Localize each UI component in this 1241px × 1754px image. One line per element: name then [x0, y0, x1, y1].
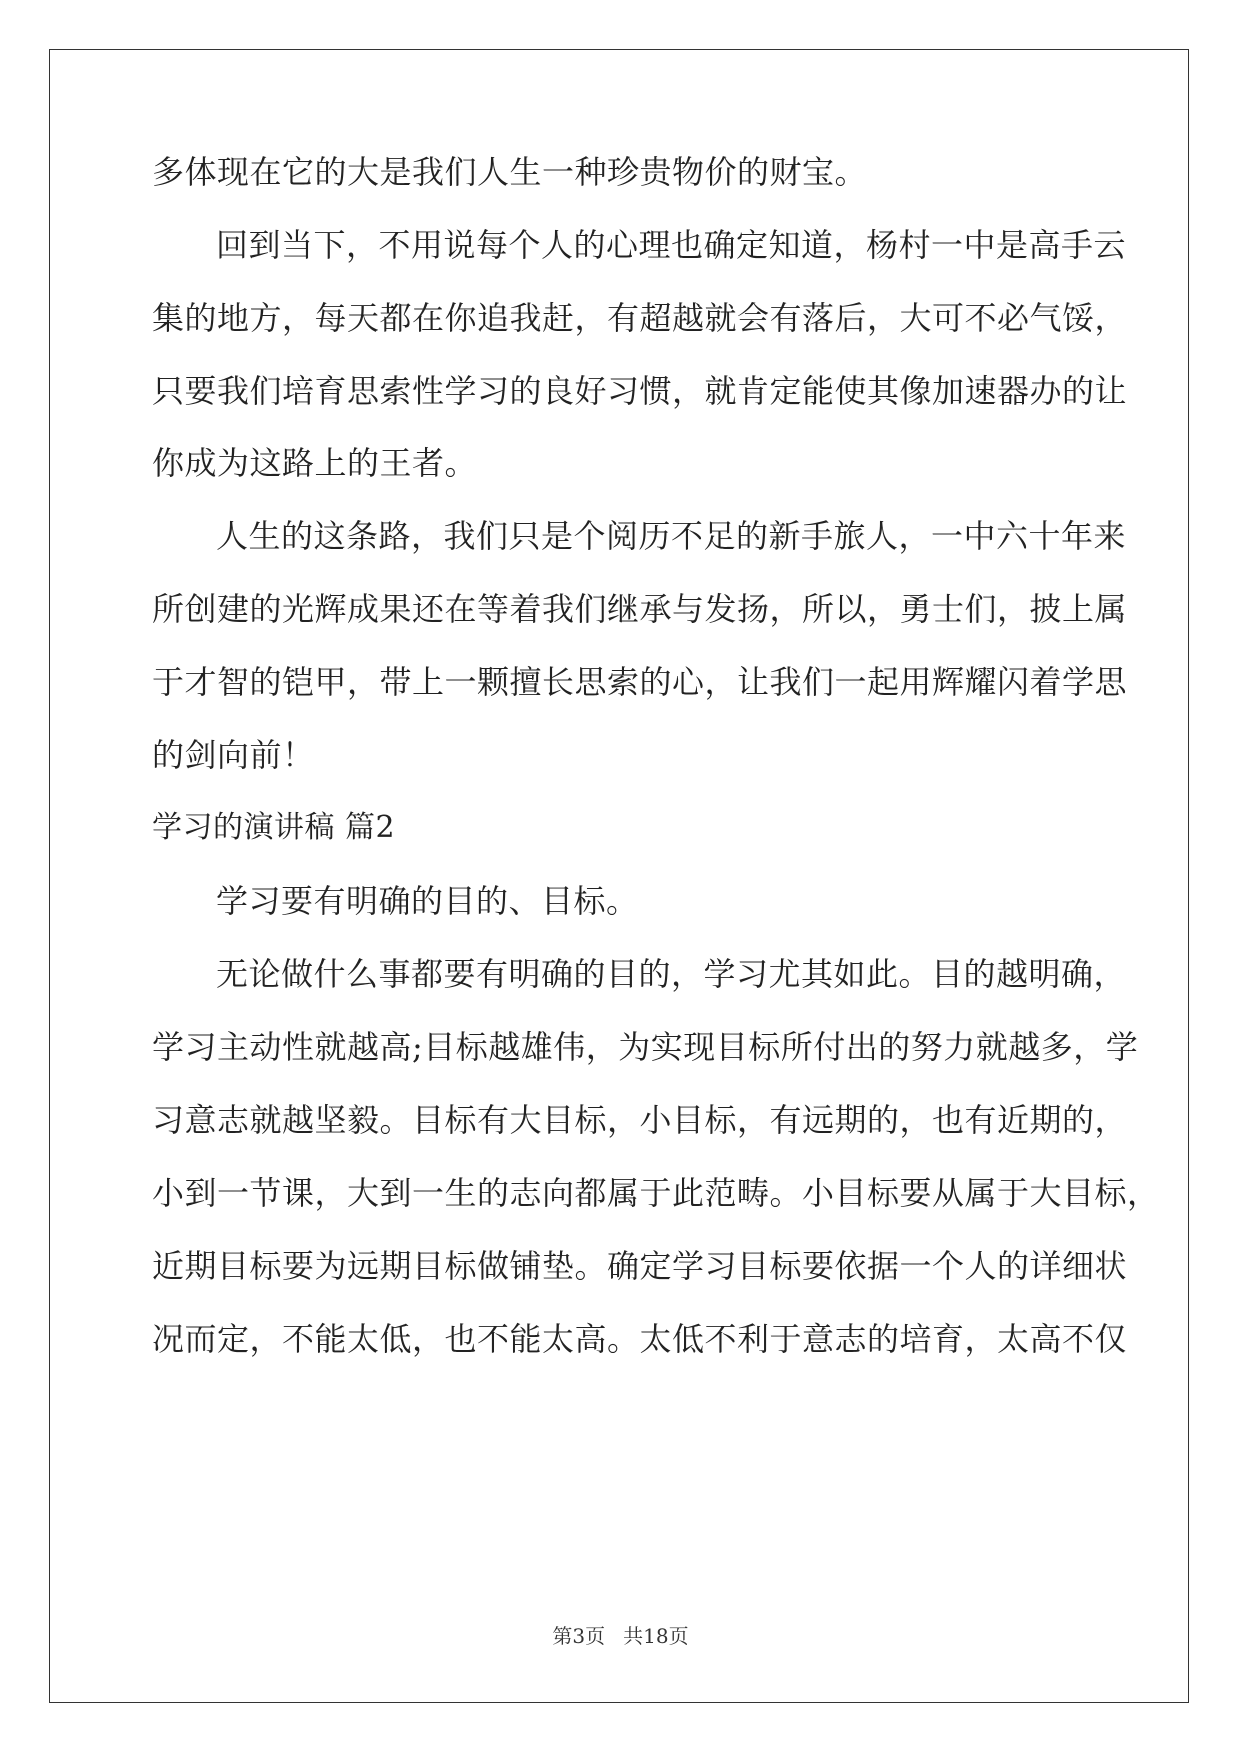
- section-heading: 学习的演讲稿 篇2: [152, 810, 396, 845]
- page-footer: [0, 1624, 1241, 1648]
- paragraph-2-line-2: 集的地方，每天都在你追我赶，有超越就会有落后，大可不必气馁，: [152, 299, 1128, 337]
- paragraph-3-line-4: 的剑向前！: [152, 736, 315, 774]
- paragraph-2-line-4: 你成为这路上的王者。: [152, 444, 478, 482]
- section-paragraph-2-line-6: 况而定，不能太低，也不能太高。太低不利于意志的培育，太高不仅: [152, 1320, 1128, 1358]
- section-paragraph-2-line-1: 无论做什么事都要有明确的目的，学习尤其如此。目的越明确，: [216, 955, 1127, 993]
- section-paragraph-2-line-5: 近期目标要为远期目标做铺垫。确定学习目标要依据一个人的详细状: [152, 1247, 1128, 1285]
- paragraph-3-line-3: 于才智的铠甲，带上一颗擅长思索的心，让我们一起用辉耀闪着学思: [152, 663, 1128, 701]
- paragraph-3-line-2: 所创建的光辉成果还在等着我们继承与发扬，所以，勇士们，披上属: [152, 590, 1128, 628]
- section-paragraph-1-line-1: 学习要有明确的目的、目标。: [216, 882, 639, 920]
- section-paragraph-2-line-2: 学习主动性就越高;目标越雄伟，为实现目标所付出的努力就越多，学: [152, 1028, 1139, 1066]
- section-paragraph-2-line-4: 小到一节课，大到一生的志向都属于此范畴。小目标要从属于大目标，: [152, 1174, 1160, 1212]
- section-paragraph-2-line-3: 习意志就越坚毅。目标有大目标，小目标，有远期的，也有近期的，: [152, 1101, 1128, 1139]
- paragraph-2-line-1: 回到当下，不用说每个人的心理也确定知道，杨村一中是高手云: [216, 226, 1127, 264]
- page-number: 第3页: [552, 1624, 606, 1648]
- paragraph-3-line-1: 人生的这条路，我们只是个阅历不足的新手旅人，一中六十年来: [216, 517, 1127, 555]
- paragraph-1-line-1: 多体现在它的大是我们人生一种珍贵物价的财宝。: [152, 153, 868, 191]
- paragraph-2-line-3: 只要我们培育思索性学习的良好习惯，就肯定能使其像加速器办的让: [152, 372, 1128, 410]
- page-total: 共18页: [623, 1624, 689, 1648]
